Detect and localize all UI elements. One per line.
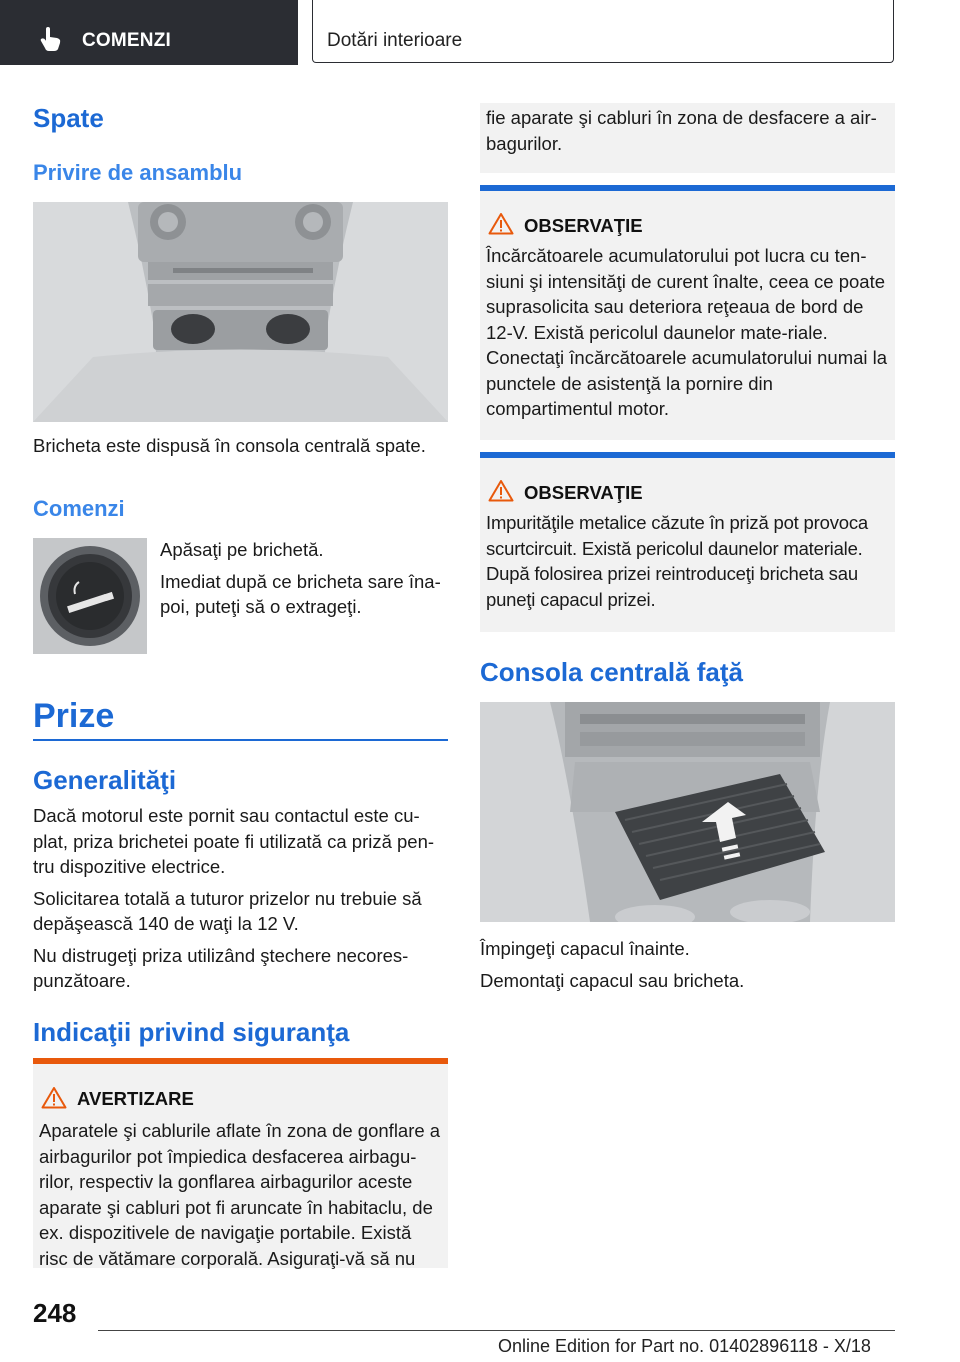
heading-spate: Spate [33,103,104,133]
chapter-tab [0,0,298,65]
observatie-box-1 [480,185,895,440]
warning-triangle-icon [41,1086,67,1109]
observatie-title-1: OBSERVAŢIE [524,215,643,236]
prize-divider [33,739,448,741]
consola-paragraph-2: Demontaţi capacul sau bricheta. [480,969,745,991]
comenzi-text [160,537,448,626]
rear-console-photo [33,202,448,422]
observatie-title-2: OBSERVAŢIE [524,482,643,503]
warning-box [33,1058,448,1268]
warning-continuation: fie aparate şi cabluri în zona de desfacere a air-bagurilor. [486,107,877,154]
observatie-body-2: Impurităţile metalice căzute în priză pot provoca scurtcircuit. Există pericolul daunelor materiale. După folosirea prizei reintroduceţi bricheta sau puneţi capacul prizei. [486,512,868,610]
page-number: 248 [33,1298,77,1328]
front-console-photo [480,702,895,922]
footer-edition: Online Edition for Part no. 01402896118 - X/18 [498,1336,871,1356]
consola-text [480,936,895,999]
generalitati-paragraph-1: Dacă motorul este pornit sau contactul este cu-plat, priza brichetei poate fi utilizată ca priză pen-tru dispozitive electrice. [33,805,435,877]
warning-continuation-box [480,103,895,173]
heading-consola-fata: Consola centrală faţă [480,657,743,687]
warning-triangle-icon [488,479,514,502]
photo1-caption: Bricheta este dispusă în consola centrală spate. [33,435,426,456]
observatie-bar-1 [480,185,895,191]
heading-privire-ansamblu: Privire de ansamblu [33,160,243,185]
heading-indicatii: Indicaţii privind siguranţa [33,1017,350,1047]
heading-generalitati: Generalităţi [33,765,177,795]
observatie-body-1: Încărcătoarele acumulatorului pot lucra cu ten-siuni şi intensităţi de curent înalte, ceea ce poate suprasolicita sau deteriora reţeaua de bord de 12-V. Există pericolul daunelor mate-riale. Conectaţi încărcătoarele acumulatorului numai la punctele de asistenţă la pornire din compartimentul motor. [486,245,888,419]
section-title: Dotări interioare [327,30,463,51]
heading-comenzi: Comenzi [33,496,125,521]
section-header [312,0,894,63]
heading-prize: Prize [33,697,115,735]
warning-bar [33,1058,448,1064]
comenzi-paragraph-1: Apăsaţi pe brichetă. [160,539,324,560]
generalitati-paragraph-3: Nu distrugeţi priza utilizând ştechere necores-punzătoare. [33,944,409,991]
comenzi-paragraph-2: Imediat după ce bricheta sare îna-poi, puteţi să o extrageţi. [160,570,441,617]
generalitati-paragraph-2: Solicitarea totală a tuturor prizelor nu trebuie să depăşească 140 de waţi la 12 V. [33,887,422,934]
hand-pointer-icon [38,26,64,52]
footer-divider [98,1330,895,1331]
warning-triangle-icon [488,212,514,235]
lighter-photo [33,538,147,654]
warning-title: AVERTIZARE [77,1088,194,1109]
chapter-title: COMENZI [82,30,172,51]
warning-body: Aparatele şi cablurile aflate în zona de gonflare a airbagurilor pot împiedica desfacerea airbagu-rilor, respectiv la gonflarea airbagurilor aceste aparate şi cabluri pot fi aruncate în habitaclu, de ex. dispozitivele de navigaţie portabile. Există risc de vătămare corporală. Asiguraţi-vă să nu [39,1120,441,1269]
consola-paragraph-1: Împingeţi capacul înainte. [480,938,690,959]
generalitati-text [33,803,448,1000]
observatie-bar-2 [480,452,895,458]
observatie-box-2 [480,452,895,632]
